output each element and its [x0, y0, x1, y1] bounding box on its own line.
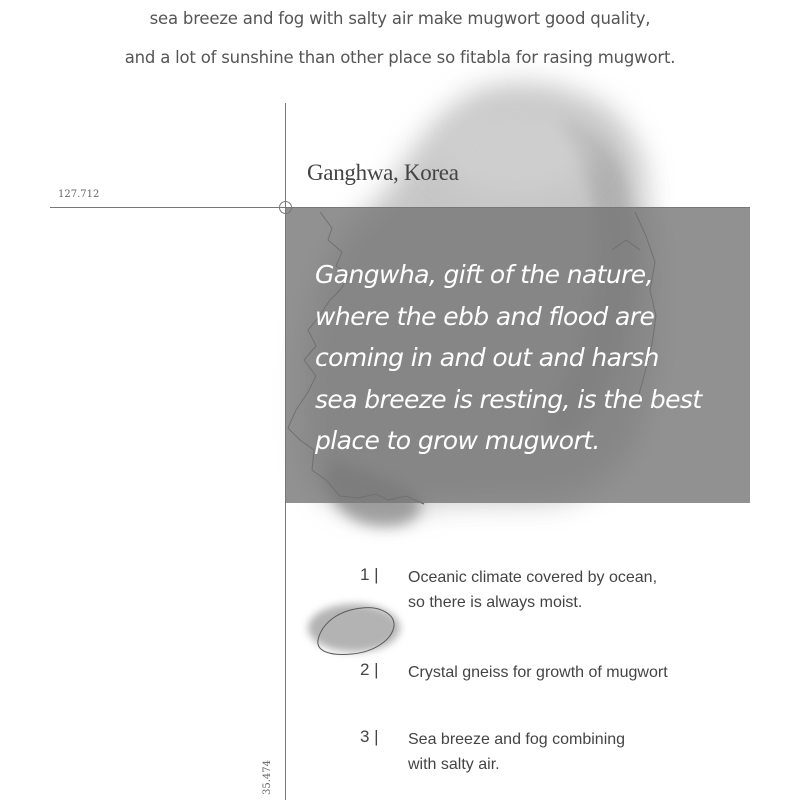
feature-number: 1 |: [360, 565, 379, 584]
feature-line: with salty air.: [408, 756, 500, 773]
quote-text: [315, 254, 735, 462]
quote-line: place to grow mugwort.: [315, 426, 600, 455]
feature-number: 2 |: [360, 660, 379, 679]
feature-line: Crystal gneiss for growth of mugwort: [408, 664, 668, 681]
feature-line: so there is always moist.: [408, 594, 583, 611]
feature-number: 3 |: [360, 727, 379, 746]
quote-line: Gangwha, gift of the nature,: [315, 260, 653, 289]
location-title: Ganghwa, Korea: [307, 160, 459, 185]
intro-line-1: sea breeze and fog with salty air make mugwort good quality,: [149, 9, 651, 28]
feature-line: Sea breeze and fog combining: [408, 731, 626, 748]
feature-text: [408, 727, 625, 777]
jeju-island: [308, 604, 400, 654]
latitude-label: 35.474: [262, 760, 273, 795]
longitude-label: 127.712: [58, 189, 100, 200]
feature-line: Oceanic climate covered by ocean,: [408, 569, 658, 586]
feature-text: [408, 565, 657, 615]
quote-line: sea breeze is resting, is the best: [315, 384, 702, 414]
feature-text: [408, 660, 668, 685]
intro-line-2: and a lot of sunshine than other place so fitabla for rasing mugwort.: [124, 48, 676, 67]
quote-line: where the ebb and flood are: [315, 301, 655, 331]
quote-line: coming in and out and harsh: [315, 343, 659, 372]
